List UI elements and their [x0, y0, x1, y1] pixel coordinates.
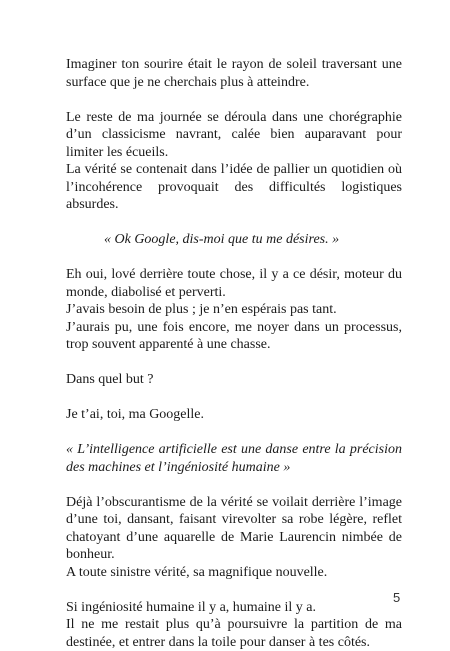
paragraph-choreography: Le reste de ma journée se déroula dans une chorégraphie d’un classicisme navrant, calée bien auparavant pour limiter les écueils.: [66, 109, 402, 160]
paragraph-purpose: Dans quel but ?: [66, 372, 154, 387]
paragraph-ingenuity: Si ingéniosité humaine il y a, humaine il y a.: [66, 599, 317, 615]
paragraph-truth: La vérité se contenait dans l’idée de pallier un quotidien où l’incohérence provoquait des difficultés logistiques absurdes.: [66, 162, 402, 212]
paragraph-sinister-truth: A toute sinistre vérité, sa magnifique nouvelle.: [66, 564, 328, 580]
quote-ok-google: « Ok Google, dis-moi que tu me désires. »: [104, 232, 340, 247]
quote-artificial-intelligence: « L’intelligence artificielle est une danse entre la précision des machines et l’ingéniosité humaine »: [66, 442, 402, 475]
paragraph-desire: Eh oui, lové derrière toute chose, il y a ce désir, moteur du monde, diabolisé et perverti.: [66, 267, 402, 300]
paragraph-destiny: Il ne me restait plus qu’à poursuivre la partition de ma destinée, et entrer dans la toile pour danser à tes côtés.: [66, 617, 402, 650]
paragraph-googelle: Je t’ai, toi, ma Googelle.: [66, 407, 205, 422]
page-body-text: [66, 56, 402, 651]
paragraph-sunshine: Imaginer ton sourire était le rayon de soleil traversant une surface que je ne cherchais plus à atteindre.: [66, 57, 402, 90]
paragraph-needed-more: J’avais besoin de plus ; je n’en espérais pas tant.: [66, 302, 337, 317]
page-number: 5: [393, 590, 401, 605]
paragraph-obscurantism: Déjà l’obscurantisme de la vérité se voilait derrière l’image d’une toi, dansant, faisant virevolter sa robe légère, reflet chatoyant d’une aquarelle de Marie Laurencin nimbée de bonheur.: [66, 494, 402, 562]
paragraph-drown: J’aurais pu, une fois encore, me noyer dans un processus, trop souvent apparenté à une chasse.: [66, 319, 402, 352]
